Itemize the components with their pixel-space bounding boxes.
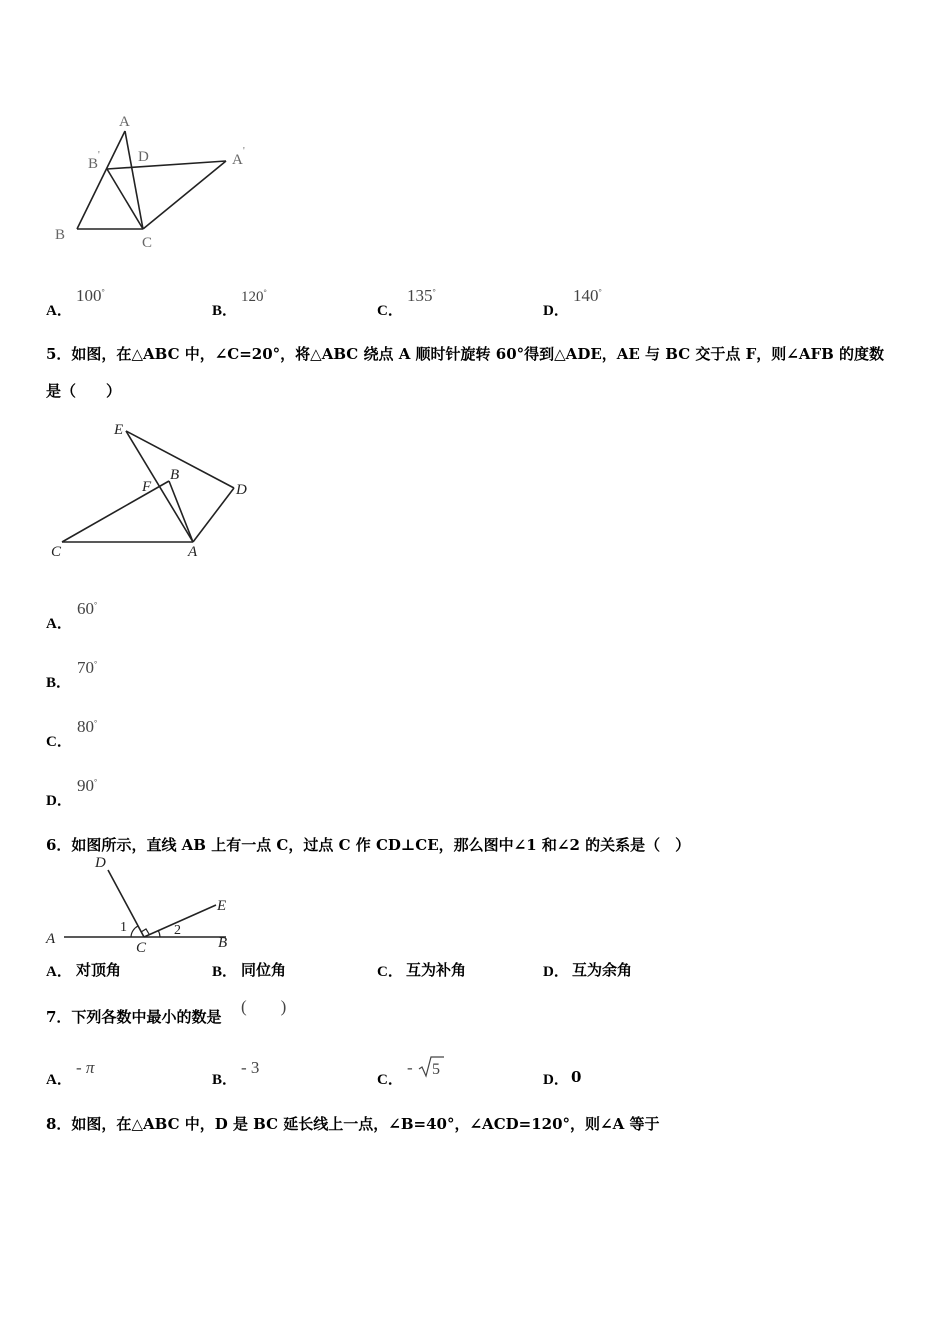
- q6-angle1-arc: [131, 926, 138, 937]
- q7-option-b-label[interactable]: B．: [212, 1072, 238, 1088]
- q5-option-d-label[interactable]: D．: [46, 793, 72, 809]
- q5-edge-BA: [169, 481, 193, 542]
- q5-option-a-value: 60°: [77, 599, 98, 618]
- q7-option-d-label[interactable]: D．: [543, 1072, 569, 1088]
- q5-label-C: C: [51, 544, 62, 560]
- q5-option-c-label[interactable]: C．: [46, 734, 72, 750]
- q6-label-B: B: [218, 935, 228, 951]
- q4-option-b-label[interactable]: B．: [212, 303, 238, 319]
- q7-answer-paren: ( ): [241, 997, 287, 1016]
- q6-label-angle2: 2: [174, 923, 181, 938]
- q4-option-a-label[interactable]: A．: [46, 303, 72, 319]
- q7-option-c-minus: -: [407, 1058, 413, 1077]
- q6-option-c-label[interactable]: C．: [377, 964, 403, 980]
- q6-option-c-value: 互为补角: [406, 961, 467, 979]
- q4-edge-BA: [77, 131, 125, 229]
- q7-question: 7．下列各数中最小的数是: [46, 1008, 222, 1026]
- q5-label-E: E: [114, 422, 124, 438]
- q6-angle2-arc: [158, 930, 160, 937]
- q5-figure: [48, 418, 263, 564]
- q4-label-Bp-prime: ': [98, 150, 100, 161]
- q4-label-D: D: [138, 149, 149, 165]
- q6-label-D: D: [95, 855, 106, 871]
- q4-label-C: C: [142, 235, 153, 251]
- q5-option-a-label[interactable]: A．: [46, 616, 72, 632]
- q5-label-A: A: [188, 544, 198, 560]
- q5-edge-CB: [62, 481, 169, 542]
- q4-label-A: A: [119, 114, 130, 130]
- q4-option-d-label[interactable]: D．: [543, 303, 569, 319]
- q8-question: 8．如图，在△ABC 中，D 是 BC 延长线上一点，∠B=40°，∠ACD=120°，则∠A 等于: [46, 1115, 660, 1133]
- q5-option-b-label[interactable]: B．: [46, 675, 72, 691]
- q4-option-c-label[interactable]: C．: [377, 303, 403, 319]
- q4-option-c-value: 135°: [407, 286, 436, 305]
- q4-edge-BpAp: [107, 161, 226, 169]
- q6-option-a-value: 对顶角: [76, 961, 122, 979]
- q7-sqrt-icon: [417, 1054, 445, 1080]
- q4-edge-ApC: [143, 161, 226, 229]
- q5-option-d-value: 90°: [77, 776, 98, 795]
- q7-option-b-value: - 3: [241, 1058, 260, 1077]
- q6-option-d-label[interactable]: D．: [543, 964, 569, 980]
- q6-option-b-value: 同位角: [241, 961, 287, 979]
- q6-question: 6．如图所示，直线 AB 上有一点 C，过点 C 作 CD⊥CE，那么图中∠1 和∠2 的关系是（ ）: [46, 836, 691, 854]
- q5-label-D: D: [236, 482, 247, 498]
- q4-option-a-value: 100°: [76, 286, 105, 305]
- q4-label-Bp: B: [88, 156, 99, 172]
- q6-option-b-label[interactable]: B．: [212, 964, 238, 980]
- q6-figure: [40, 853, 240, 955]
- q6-label-angle1: 1: [120, 920, 127, 935]
- q4-figure: [50, 108, 260, 256]
- q4-option-d-value: 140°: [573, 286, 602, 305]
- q5-label-B: B: [170, 467, 180, 483]
- q4-label-B: B: [55, 227, 66, 243]
- q6-option-d-value: 互为余角: [572, 961, 633, 979]
- q5-label-F: F: [142, 479, 152, 495]
- q7-option-a-label[interactable]: A．: [46, 1072, 72, 1088]
- q7-option-d-value: 0: [571, 1068, 582, 1086]
- q4-option-b-value: 120°: [241, 288, 267, 305]
- q7-option-a-value: - π: [76, 1058, 95, 1077]
- q4-label-Ap: A: [232, 152, 243, 168]
- q6-option-a-label[interactable]: A．: [46, 964, 72, 980]
- q7-option-c-label[interactable]: C．: [377, 1072, 403, 1088]
- q4-label-Ap-prime: ': [243, 146, 245, 157]
- q6-label-C: C: [136, 940, 147, 955]
- q6-label-E: E: [217, 898, 227, 914]
- q5-edge-DA: [193, 488, 234, 542]
- q5-option-c-value: 80°: [77, 717, 98, 736]
- q5-question-line2: 是（ ）: [46, 382, 122, 400]
- q7-sqrt-radicand: 5: [432, 1061, 440, 1078]
- q6-label-A: A: [46, 931, 56, 947]
- q5-question-line1: 5．如图，在△ABC 中，∠C=20°，将△ABC 绕点 A 顺时针旋转 60°得到△ADE，AE 与 BC 交于点 F，则∠AFB 的度数: [46, 345, 885, 363]
- q5-option-b-value: 70°: [77, 658, 98, 677]
